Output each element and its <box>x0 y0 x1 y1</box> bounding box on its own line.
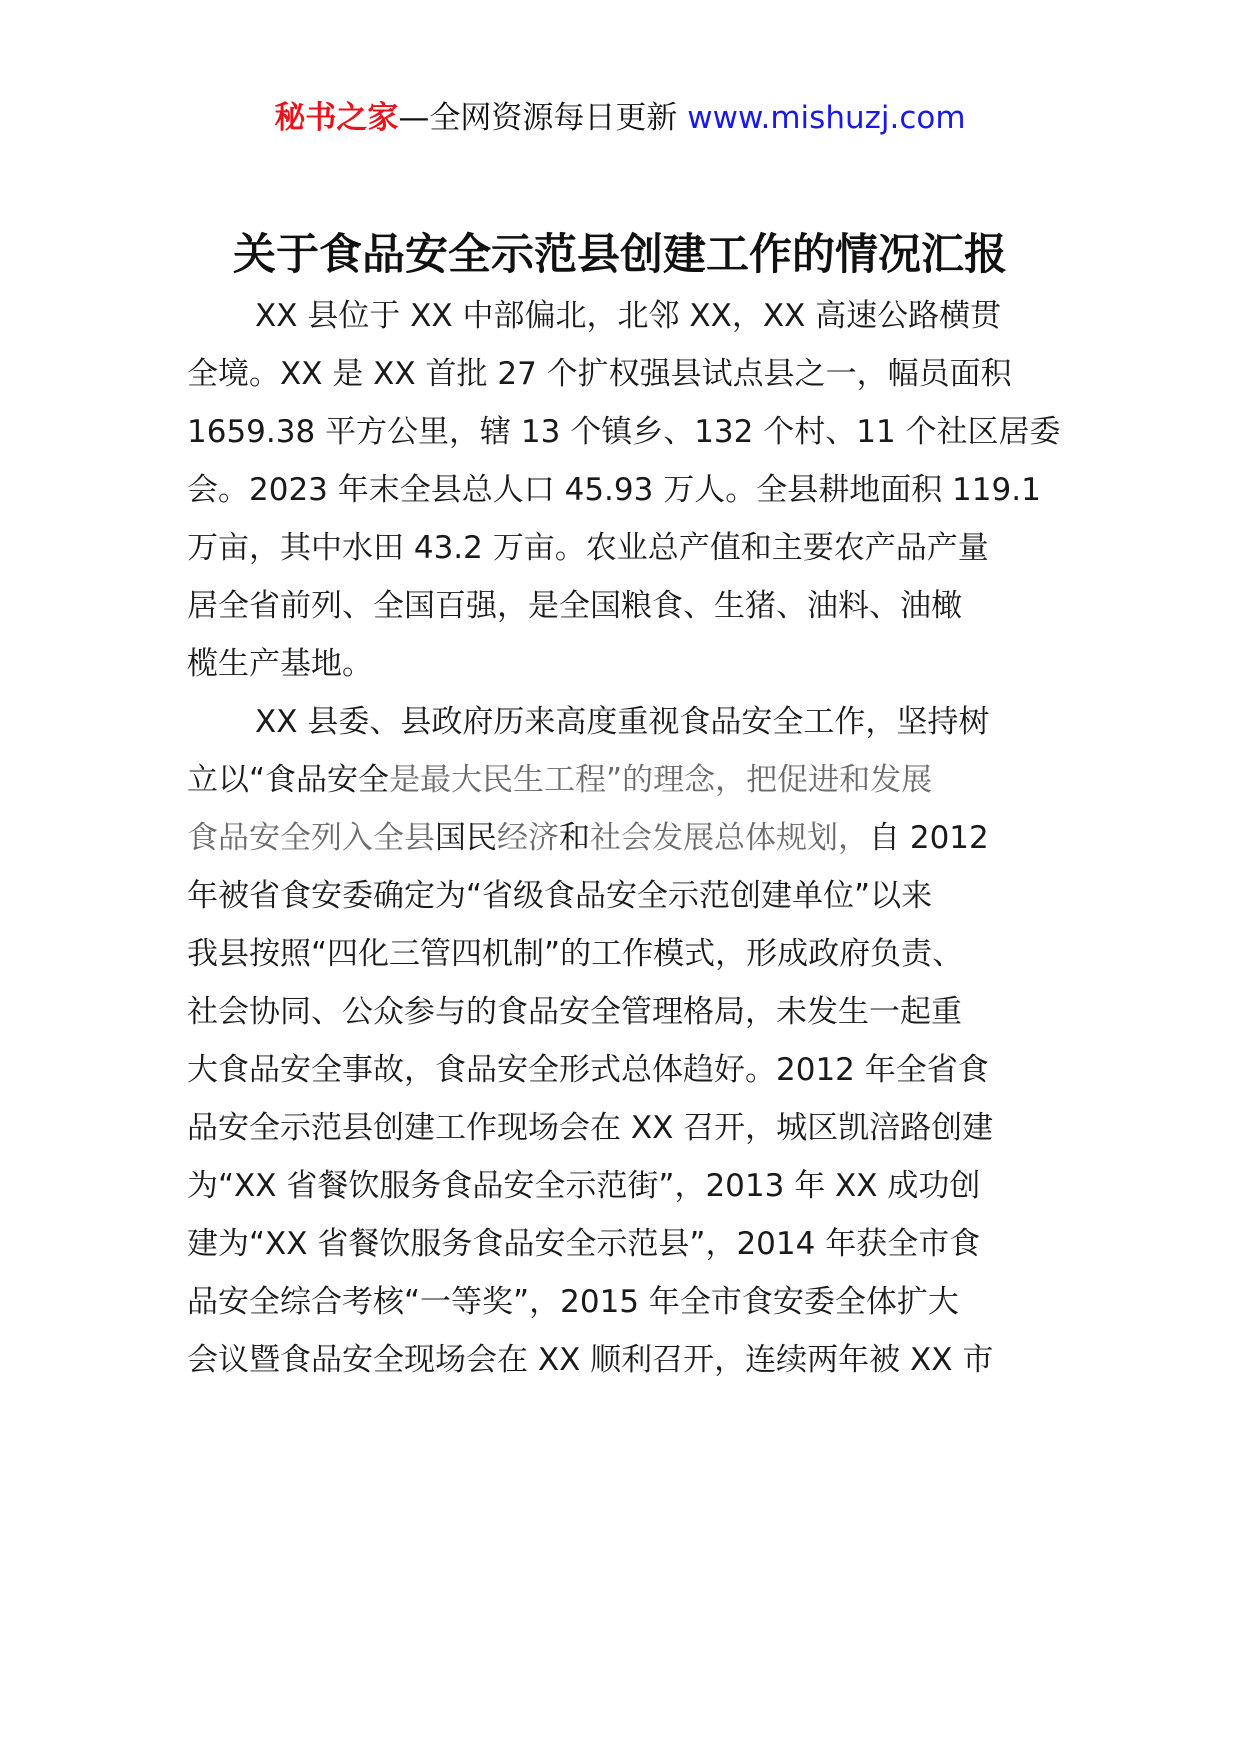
text-run-faded: 是最大民生工程”的理念，把促进和发展 <box>389 762 933 798</box>
paragraph-line: 品安全综合考核“一等奖”，2015 年全市食安委全体扩大 <box>187 1284 959 1320</box>
paragraph-line: 会。2023 年末全县总人口 45.93 万人。全县耕地面积 119.1 <box>187 472 1041 508</box>
paragraph-line <box>187 814 989 862</box>
paragraph-line <box>187 756 932 804</box>
text-run-faded: 经济 <box>497 820 559 856</box>
text-run-faded: 社会发展总体规划， <box>590 820 869 856</box>
paragraph-line: XX 县委、县政府历来高度重视食品安全工作，坚持树 <box>255 704 990 740</box>
paragraph-line: 为“XX 省餐饮服务食品安全示范街”，2013 年 XX 成功创 <box>187 1168 981 1204</box>
text-run: 立以“食品安全 <box>187 762 390 798</box>
paragraph-line: 我县按照“四化三管四机制”的工作模式，形成政府负责、 <box>187 936 964 972</box>
paragraph-line: 建为“XX 省餐饮服务食品安全示范县”，2014 年获全市食 <box>187 1226 981 1262</box>
brand-name: 秘书之家 <box>274 100 399 136</box>
document-title: 关于食品安全示范县创建工作的情况汇报 <box>233 230 1007 280</box>
paragraph-line: 全境。XX 是 XX 首批 27 个扩权强县试点县之一，幅员面积 <box>187 356 1012 392</box>
text-run-faded: 食品安全列入全县 <box>187 820 435 856</box>
paragraph-line: 年被省食安委确定为“省级食品安全示范创建单位”以来 <box>187 878 933 914</box>
paragraph-line: 1659.38 平方公里，辖 13 个镇乡、132 个村、11 个社区居委 <box>187 414 1061 450</box>
text-run: 自 2012 <box>869 820 989 856</box>
text-run: 国民 <box>435 820 497 856</box>
paragraph-line: 社会协同、公众参与的食品安全管理格局，未发生一起重 <box>187 994 962 1030</box>
site-url-link[interactable]: www.mishuzj.com <box>687 100 966 136</box>
text-run: 和 <box>559 820 590 856</box>
paragraph-line: 大食品安全事故，食品安全形式总体趋好。2012 年全省食 <box>187 1052 989 1088</box>
paragraph-line: XX 县位于 XX 中部偏北，北邻 XX，XX 高速公路横贯 <box>255 298 1002 334</box>
paragraph-line: 会议暨食品安全现场会在 XX 顺利召开，连续两年被 XX 市 <box>187 1342 994 1378</box>
paragraph-line: 万亩，其中水田 43.2 万亩。农业总产值和主要农产品产量 <box>187 530 989 566</box>
paragraph-line: 榄生产基地。 <box>187 646 373 682</box>
paragraph-line: 居全省前列、全国百强，是全国粮食、生猪、油料、油橄 <box>187 588 962 624</box>
paragraph-line: 品安全示范县创建工作现场会在 XX 召开，城区凯涪路创建 <box>187 1110 994 1146</box>
site-banner <box>0 98 1240 138</box>
banner-slogan: —全网资源每日更新 <box>398 100 688 136</box>
